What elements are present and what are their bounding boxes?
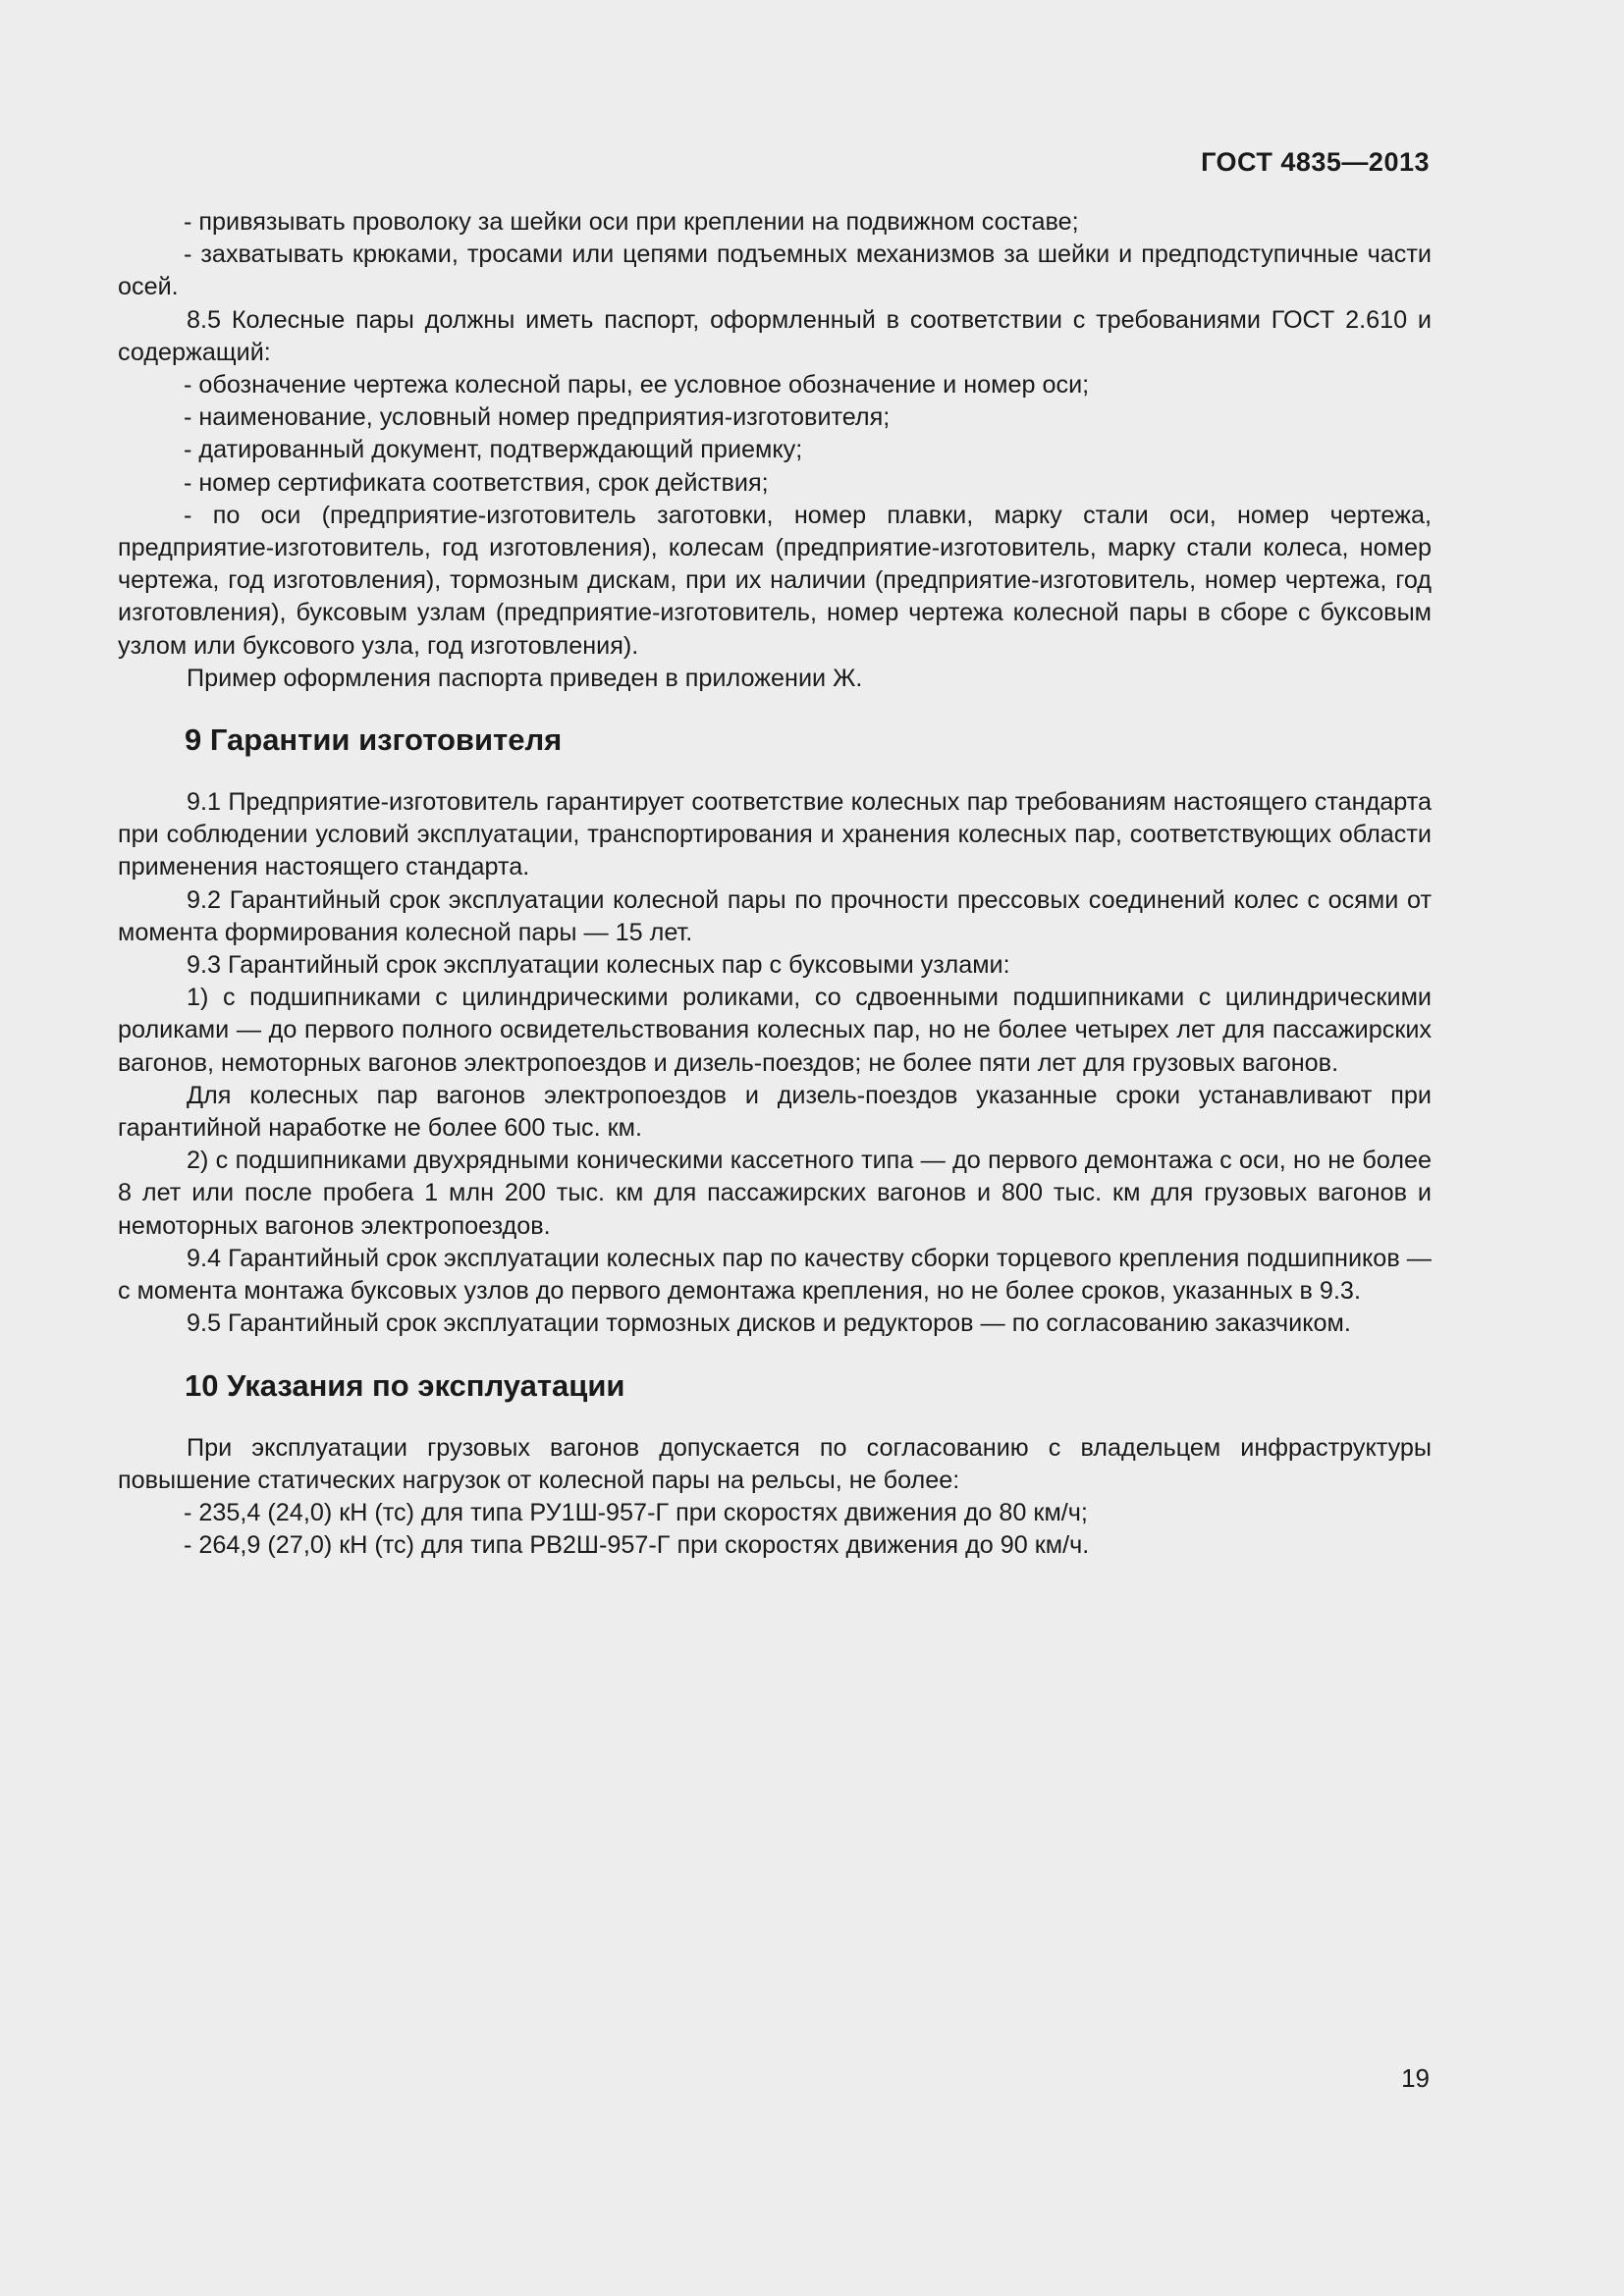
page-content	[118, 206, 1432, 1562]
list-item: - наименование, условный номер предприятия-изготовителя;	[184, 403, 891, 432]
clause-9-2: 9.2 Гарантийный срок эксплуатации колесной пары по прочности прессовых соединений колес с осями от момента формирования колесной пары — 15 лет.	[118, 885, 1432, 946]
clause-9-4: 9.4 Гарантийный срок эксплуатации колесных пар по качеству сборки торцевого крепления подшипников — с момента монтажа буксовых узлов до первого демонтажа крепления, но не более сроков, указанных в 9.3.	[118, 1244, 1432, 1306]
list-item: - 235,4 (24,0) кН (тс) для типа РУ1Ш-957-Г при скоростях движения до 80 км/ч;	[184, 1498, 1088, 1526]
list-item: - захватывать крюками, тросами или цепями подъемных механизмов за шейки и предподступичные части осей.	[118, 240, 1432, 301]
clause-9-3-note: Для колесных пар вагонов электропоездов и дизель-поездов указанные сроки устанавливают при гарантийной наработке не более 600 тыс. км.	[118, 1081, 1432, 1143]
list-item: - привязывать проволоку за шейки оси при креплении на подвижном составе;	[184, 208, 1079, 236]
list-item: - обозначение чертежа колесной пары, ее условное обозначение и номер оси;	[184, 371, 1090, 400]
clause-9-5: 9.5 Гарантийный срок эксплуатации тормозных дисков и редукторов — по согласованию заказчиком.	[187, 1309, 1351, 1338]
document-code-header: ГОСТ 4835—2013	[1201, 147, 1430, 177]
list-item: - номер сертификата соответствия, срок действия;	[184, 468, 769, 497]
list-item: - по оси (предприятие-изготовитель заготовки, номер плавки, марку стали оси, номер чертежа, предприятие-изготовитель, год изготовления), колесам (предприятие-изготовитель, марку стали колеса, номер чертежа, год изготовления), тормозным дискам, при их наличии (предприятие-изготовитель, номер чертежа, год изготовления), буксовым узлам (предприятие-изготовитель, номер чертежа колесной пары в сборе с буксовым узлом или буксового узла, год изготовления).	[118, 501, 1432, 660]
page-number: 19	[1401, 2063, 1430, 2093]
section-9-title: 9 Гарантии изготовителя	[185, 722, 563, 758]
section-10-title: 10 Указания по эксплуатации	[185, 1367, 625, 1403]
list-item: - датированный документ, подтверждающий приемку;	[184, 436, 803, 464]
clause-9-3-1: 1) с подшипниками с цилиндрическими роликами, со сдвоенными подшипниками с цилиндрическими роликами — до первого полного освидетельствования колесных пар, но не более четырех лет для пассажирских вагонов, немоторных вагонов электропоездов и дизель-поездов; не более пяти лет для грузовых вагонов.	[118, 984, 1432, 1077]
clause-10-intro: При эксплуатации грузовых вагонов допускается по согласованию с владельцем инфраструктуры повышение статических нагрузок от колесной пары на рельсы, не более:	[118, 1433, 1432, 1494]
clause-8-5: 8.5 Колесные пары должны иметь паспорт, оформленный в соответствии с требованиями ГОСТ 2.610 и содержащий:	[118, 305, 1432, 366]
list-item: - 264,9 (27,0) кН (тс) для типа РВ2Ш-957-Г при скоростях движения до 90 км/ч.	[184, 1531, 1090, 1560]
passport-example-note: Пример оформления паспорта приведен в приложении Ж.	[187, 664, 863, 692]
clause-9-3-2: 2) с подшипниками двухрядными коническими кассетного типа — до первого демонтажа с оси, но не более 8 лет или после пробега 1 млн 200 тыс. км для пассажирских вагонов и 800 тыс. км для грузовых вагонов и немоторных вагонов электропоездов.	[118, 1147, 1432, 1240]
clause-9-3: 9.3 Гарантийный срок эксплуатации колесных пар с буксовыми узлами:	[187, 951, 1010, 980]
clause-9-1: 9.1 Предприятие-изготовитель гарантирует соответствие колесных пар требованиям настоящего стандарта при соблюдении условий эксплуатации, транспортирования и хранения колесных пар, соответствующих области применения настоящего стандарта.	[118, 788, 1432, 881]
